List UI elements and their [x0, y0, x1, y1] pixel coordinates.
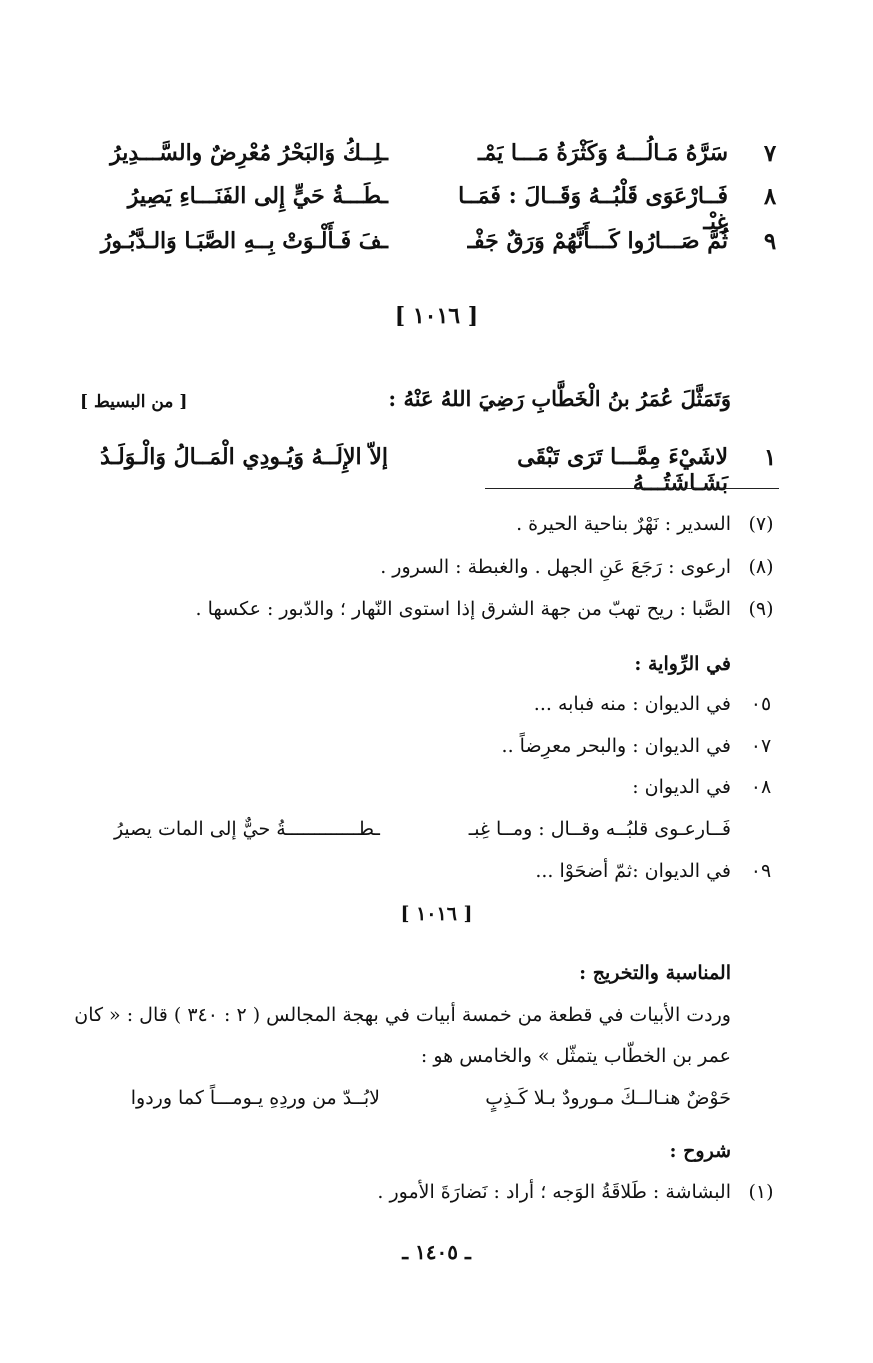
intro-text: وَتَمَثَّلَ عُمَرُ بنُ الْخَطَّابِ رَضِيَ اللهُ عَنْهُ : — [388, 386, 731, 411]
verse-first-hemistich: ثُمَّ صَـــارُوا كَـــأَنَّهُمْ وَرَقٌ جَفْـ — [467, 228, 728, 254]
shuruh-text: البشاشة : طَلاقَةُ الوَجه ؛ أراد : نَضارَةَ الأمور . — [377, 1181, 731, 1203]
verse-second-hemistich: ـلِــكُ وَالبَحْرُ مُعْرِضٌ والسَّـــدِيرُ — [110, 140, 388, 166]
riwaya-number: ٠٧ — [750, 735, 772, 757]
page-number: ـ ١٤٠٥ ـ — [402, 1240, 471, 1264]
footnote-text: الصَّبا : ريح تهبّ من جهة الشرق إذا استوى النّهار ؛ والدّبور : عكسها . — [195, 598, 731, 620]
takhrij-verse-first: حَوْضٌ هنـالــكَ مـورودٌ بـلا كَـذِبٍ — [485, 1087, 731, 1109]
riwaya-verse-first: فَــارعـوى قلبُــه وقــال : ومــا غِبـ — [468, 818, 731, 840]
footnote-number: (٨) — [748, 556, 774, 578]
riwaya-text: في الديوان : والبحر معرِضاً .. — [501, 735, 731, 757]
footnote-text: السدير : نَهْرٌ بناحية الحيرة . — [516, 513, 731, 535]
footnote-text: ارعوى : رَجَعَ عَنِ الجهل . والغبطة : السرور . — [380, 556, 731, 578]
takhrij-line-1: وردت الأبيات في قطعة من خمسة أبيات في بهجة المجالس ( ٢ : ٣٤٠ ) قال : « كان — [74, 1004, 731, 1026]
verse-number: ٧ — [763, 140, 777, 167]
meter-label: [ من البسيط ] — [80, 392, 188, 412]
verse-first-hemistich: لاشَيْءَ مِمَّـــا تَرَى تَبْقَى بَشَـاشَتُـــهُ — [517, 444, 728, 496]
riwaya-text: في الديوان : — [632, 776, 731, 798]
verse-number: ١ — [763, 444, 777, 471]
riwaya-number: ٠٩ — [750, 860, 772, 882]
riwaya-number: ٠٥ — [750, 693, 772, 715]
footnote-divider — [485, 488, 779, 489]
takhrij-verse-second: لابُــدّ من وردِهِ يـومـــاً كما وردوا — [130, 1087, 380, 1109]
riwaya-heading: في الرِّواية : — [634, 653, 731, 675]
verse-second-hemistich: ـطَـــةُ حَيٍّ إِلى الفَنَـــاءِ يَصِيرُ — [127, 183, 388, 209]
second-heading: [ ١٠١٦ ] — [400, 903, 473, 925]
riwaya-text: في الديوان :ثمّ أضحَوْا ... — [535, 860, 731, 882]
verse-second-hemistich: إلاّ الإِلَــهُ وَيُـودِي الْمَــالُ وَالْـوَلَـدُ — [100, 444, 388, 470]
verse-number: ٨ — [763, 183, 777, 210]
shuruh-number: (١) — [748, 1181, 774, 1203]
footnote-number: (٧) — [748, 513, 774, 535]
section-heading: [ ١٠١٦ ] — [394, 303, 479, 329]
riwaya-number: ٠٨ — [750, 776, 772, 798]
verse-number: ٩ — [763, 228, 777, 255]
riwaya-verse-second: ـطـــــــــــــةُ حيٌّ إلى المات يصيرُ — [113, 818, 380, 840]
takhrij-heading: المناسبة والتخريج : — [579, 962, 731, 984]
riwaya-text: في الديوان : منه فبابه ... — [533, 693, 731, 715]
verse-first-hemistich: سَرَّهُ مَـالُـــهُ وَكَثْرَةُ مَـــا يَمْـ — [477, 140, 728, 166]
verse-second-hemistich: ـفَ فَـأَلْـوَتْ بِــهِ الصَّبَـا وَالـدَّبُـورُ — [100, 228, 388, 254]
footnote-number: (٩) — [748, 598, 774, 620]
takhrij-line-2: عمر بن الخطّاب يتمثّل » والخامس هو : — [420, 1045, 731, 1067]
shuruh-heading: شروح : — [669, 1140, 731, 1162]
verse-first-hemistich: فَــارْعَوَى قَلْبُــهُ وَقَــالَ : فَمَــا غِبْـ — [458, 183, 728, 235]
